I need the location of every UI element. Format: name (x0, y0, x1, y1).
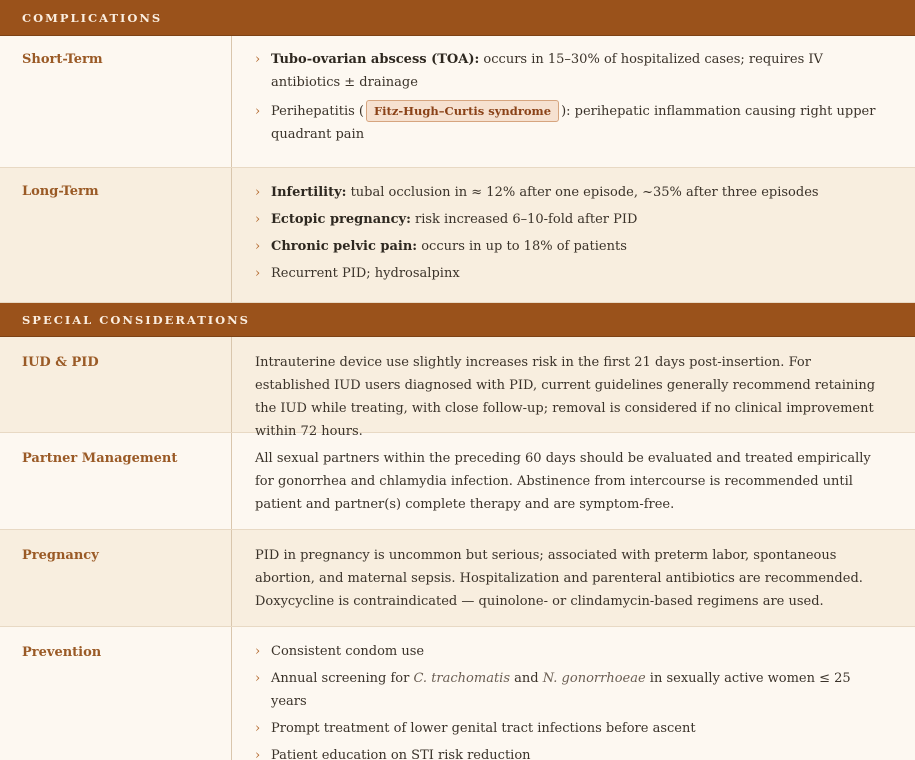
chevron-right-icon: › (255, 239, 261, 254)
section-title: COMPLICATIONS (22, 10, 163, 25)
bullet-list (255, 48, 885, 146)
list-item (255, 262, 885, 285)
row-label: Short-Term (0, 36, 232, 167)
item-text: Annual screening for (271, 671, 414, 686)
row-text: Intrauterine device use slightly increases risk in the first 21 days post-insertion. For established IUD users diagnosed with PID, current guidelines generally recommend retaining the IUD while treating, with close follow-up; removal is considered if no clinical improvement within 72 hours. (255, 355, 876, 439)
term-pill[interactable]: Fitz-Hugh–Curtis syndrome (366, 100, 559, 122)
list-item (255, 235, 885, 258)
row-text: All sexual partners within the preceding 60 days should be evaluated and treated empirically for gonorrhea and chlamydia infection. Abstinence from intercourse is recommended until patient and partner(s) complete therapy and are symptom-free. (255, 451, 871, 512)
chevron-right-icon: › (255, 644, 261, 659)
item-text: Prompt treatment of lower genital tract infections before ascent (271, 721, 696, 736)
item-text: ): perihepatic inflammation causing right upper quadrant pain (271, 104, 876, 142)
list-item (255, 48, 885, 94)
organism-name: N. gonorrhoeae (542, 671, 646, 686)
bullet-list (255, 640, 885, 760)
row-body (232, 36, 915, 167)
list-item (255, 717, 885, 740)
chevron-right-icon: › (255, 104, 261, 119)
row-long-term (0, 168, 915, 303)
chevron-right-icon: › (255, 721, 261, 736)
item-text: in sexually active women ≤ 25 years (271, 671, 851, 709)
row-label: Pregnancy (0, 530, 232, 626)
row-partner-management (0, 433, 915, 530)
chevron-right-icon: › (255, 52, 261, 67)
section-title: SPECIAL CONSIDERATIONS (22, 312, 250, 327)
item-term: Tubo-ovarian abscess (TOA): (271, 52, 480, 67)
row-label: IUD & PID (0, 337, 232, 432)
row-label: Long-Term (0, 168, 232, 302)
chevron-right-icon: › (255, 671, 261, 686)
item-text: occurs in up to 18% of patients (417, 239, 627, 254)
row-pregnancy (0, 530, 915, 627)
organism-name: C. trachomatis (413, 671, 511, 686)
row-iud-pid (0, 337, 915, 439)
section-header-complications (0, 0, 915, 36)
chevron-right-icon: › (255, 185, 261, 200)
item-text: Consistent condom use (271, 644, 425, 659)
row-body (232, 337, 915, 439)
row-prevention (0, 627, 915, 760)
row-body (232, 433, 915, 529)
section-header-special-considerations (0, 303, 915, 337)
row-body (232, 168, 915, 302)
item-text: tubal occlusion in ≈ 12% after one episode, ~35% after three episodes (346, 185, 819, 200)
item-term: Infertility: (271, 185, 347, 200)
item-term: Chronic pelvic pain: (271, 239, 418, 254)
item-text: Recurrent PID; hydrosalpinx (271, 266, 460, 281)
row-body (232, 530, 915, 626)
row-label: Partner Management (0, 433, 232, 529)
chevron-right-icon: › (255, 212, 261, 227)
item-text: Perihepatitis ( (271, 104, 365, 119)
list-item (255, 100, 885, 146)
item-text: risk increased 6–10-fold after PID (410, 212, 638, 227)
list-item (255, 640, 885, 663)
row-body (232, 627, 915, 760)
list-item (255, 667, 885, 713)
chevron-right-icon: › (255, 748, 261, 760)
list-item (255, 744, 885, 760)
list-item (255, 181, 885, 204)
item-text: occurs in 15–30% of hospitalized cases; requires IV antibiotics ± drainage (271, 52, 823, 90)
list-item (255, 208, 885, 231)
row-label: Prevention (0, 627, 232, 760)
item-text: and (510, 671, 543, 686)
item-term: Ectopic pregnancy: (271, 212, 411, 227)
item-text: Patient education on STI risk reduction (271, 748, 531, 760)
bullet-list (255, 181, 885, 285)
row-text: PID in pregnancy is uncommon but serious; associated with preterm labor, spontaneous abortion, and maternal sepsis. Hospitalization and parenteral antibiotics are recommended. Doxycycline is contraindicated — quinolone- or clindamycin-based regimens are used. (255, 548, 863, 609)
chevron-right-icon: › (255, 266, 261, 281)
row-short-term (0, 36, 915, 168)
